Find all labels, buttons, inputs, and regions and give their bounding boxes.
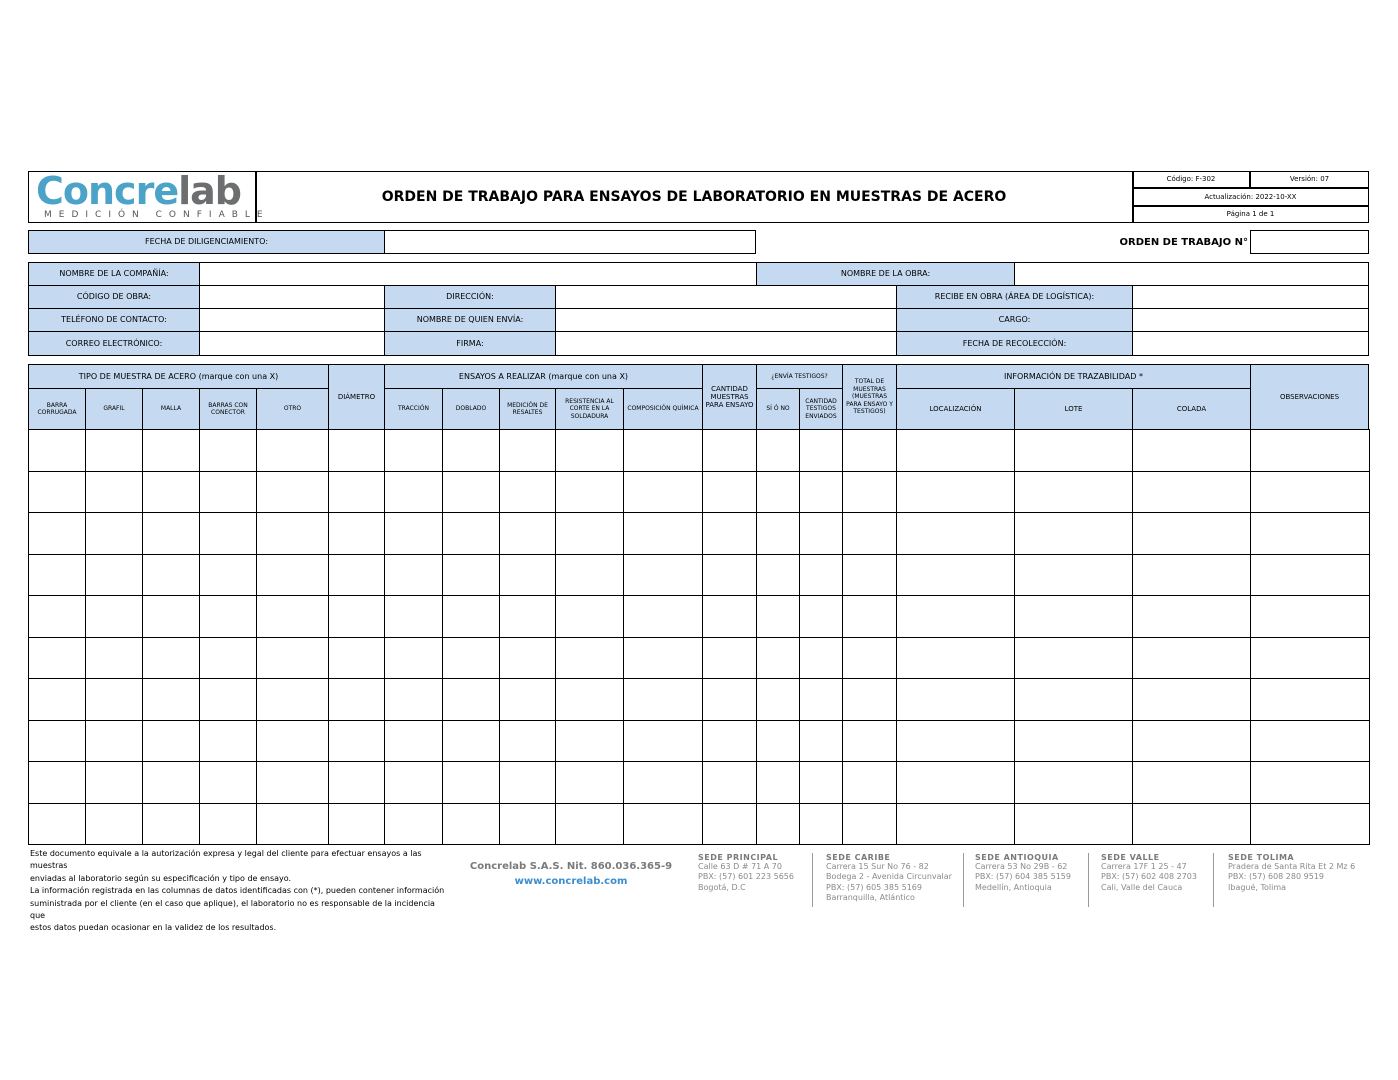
table-cell[interactable]	[28, 554, 86, 597]
table-cell[interactable]	[199, 471, 257, 514]
table-cell[interactable]	[142, 803, 200, 846]
table-cell[interactable]	[256, 595, 329, 638]
table-cell[interactable]	[1014, 761, 1133, 804]
tipo-muestra-header: TIPO DE MUESTRA DE ACERO (marque con una X)	[28, 364, 329, 389]
table-cell[interactable]	[328, 429, 385, 472]
table-cell[interactable]	[555, 429, 624, 472]
table-cell[interactable]	[499, 554, 556, 597]
col-si-no: SÍ Ó NO	[756, 388, 800, 430]
telefono-label: TELÉFONO DE CONTACTO:	[28, 308, 200, 332]
table-cell[interactable]	[799, 595, 843, 638]
table-cell[interactable]	[384, 554, 443, 597]
sede-line: Bogotá, D.C	[698, 882, 746, 892]
table-cell[interactable]	[896, 637, 1015, 680]
table-cell[interactable]	[1250, 595, 1370, 638]
table-cell[interactable]	[1250, 678, 1370, 721]
sede-name: SEDE TOLIMA	[1228, 853, 1295, 862]
table-cell[interactable]	[623, 595, 703, 638]
nombre-compania-field[interactable]	[199, 262, 757, 286]
sede-line: PBX: (57) 602 408 2703	[1101, 872, 1197, 882]
table-cell[interactable]	[623, 803, 703, 846]
col-resistencia-corte: RESISTENCIA AL CORTE EN LA SOLDADURA	[555, 388, 624, 430]
table-cell[interactable]	[756, 595, 800, 638]
table-cell[interactable]	[702, 595, 757, 638]
sede-line: PBX: (57) 608 280 9519	[1228, 872, 1324, 882]
table-cell[interactable]	[756, 512, 800, 555]
table-cell[interactable]	[499, 803, 556, 846]
col-traccion: TRACCIÓN	[384, 388, 443, 430]
table-cell[interactable]	[896, 761, 1015, 804]
nombre-envia-label: NOMBRE DE QUIEN ENVÍA:	[384, 308, 556, 332]
table-cell[interactable]	[1250, 471, 1370, 514]
table-cell[interactable]	[328, 637, 385, 680]
table-cell[interactable]	[702, 554, 757, 597]
col-localizacion: LOCALIZACIÓN	[896, 388, 1015, 430]
table-cell[interactable]	[28, 678, 86, 721]
table-cell[interactable]	[28, 429, 86, 472]
table-cell[interactable]	[85, 720, 143, 763]
table-cell[interactable]	[799, 637, 843, 680]
table-cell[interactable]	[799, 554, 843, 597]
footer-note-line: enviadas al laboratorio según su especificación y tipo de ensayo.	[30, 873, 292, 883]
table-cell[interactable]	[555, 761, 624, 804]
table-cell[interactable]	[842, 471, 897, 514]
table-cell[interactable]	[756, 554, 800, 597]
table-cell[interactable]	[442, 429, 500, 472]
table-cell[interactable]	[1250, 512, 1370, 555]
table-cell[interactable]	[28, 595, 86, 638]
table-cell[interactable]	[28, 761, 86, 804]
cargo-field[interactable]	[1132, 308, 1369, 332]
table-cell[interactable]	[199, 637, 257, 680]
codigo-obra-field[interactable]	[199, 285, 385, 309]
table-cell[interactable]	[1132, 720, 1251, 763]
footer-company: Concrelab S.A.S. Nit. 860.036.365-9	[469, 861, 673, 872]
table-cell[interactable]	[384, 637, 443, 680]
table-cell[interactable]	[756, 803, 800, 846]
firma-field[interactable]	[555, 331, 897, 356]
table-cell[interactable]	[1014, 512, 1133, 555]
table-cell[interactable]	[85, 678, 143, 721]
nombre-compania-label: NOMBRE DE LA COMPAÑÍA:	[28, 262, 200, 286]
table-cell[interactable]	[702, 720, 757, 763]
table-cell[interactable]	[384, 471, 443, 514]
table-cell[interactable]	[199, 554, 257, 597]
table-cell[interactable]	[842, 678, 897, 721]
table-cell[interactable]	[555, 512, 624, 555]
correo-field[interactable]	[199, 331, 385, 356]
cantidad-muestras-header: CANTIDAD MUESTRAS PARA ENSAYO	[702, 364, 757, 430]
direccion-label: DIRECCIÓN:	[384, 285, 556, 309]
table-cell[interactable]	[328, 595, 385, 638]
table-cell[interactable]	[1014, 720, 1133, 763]
table-cell[interactable]	[623, 429, 703, 472]
table-cell[interactable]	[442, 678, 500, 721]
table-cell[interactable]	[328, 471, 385, 514]
table-cell[interactable]	[384, 595, 443, 638]
table-cell[interactable]	[384, 803, 443, 846]
table-cell[interactable]	[256, 512, 329, 555]
sede-line: Medellín, Antioquia	[975, 882, 1052, 892]
sede-name: SEDE ANTIOQUIA	[975, 853, 1059, 862]
table-cell[interactable]	[499, 595, 556, 638]
table-cell[interactable]	[896, 803, 1015, 846]
table-cell[interactable]	[199, 720, 257, 763]
table-cell[interactable]	[1014, 637, 1133, 680]
table-cell[interactable]	[623, 471, 703, 514]
sede-line: PBX: (57) 605 385 5169	[826, 882, 922, 892]
ensayos-header: ENSAYOS A REALIZAR (marque con una X)	[384, 364, 703, 389]
table-cell[interactable]	[555, 471, 624, 514]
table-cell[interactable]	[896, 554, 1015, 597]
trazabilidad-header: INFORMACIÓN DE TRAZABILIDAD *	[896, 364, 1251, 389]
recibe-obra-label: RECIBE EN OBRA (ÁREA DE LOGÍSTICA):	[896, 285, 1133, 309]
table-cell[interactable]	[384, 761, 443, 804]
codigo-label: Código: F-302	[1132, 171, 1250, 188]
table-cell[interactable]	[328, 720, 385, 763]
table-cell[interactable]	[328, 554, 385, 597]
table-cell[interactable]	[499, 429, 556, 472]
fecha-diligenciamiento-field[interactable]	[384, 230, 756, 254]
table-cell[interactable]	[384, 678, 443, 721]
table-cell[interactable]	[623, 720, 703, 763]
sede-line: Carrera 53 No 29B - 62	[975, 862, 1068, 871]
table-cell[interactable]	[499, 512, 556, 555]
table-cell[interactable]	[555, 720, 624, 763]
table-cell[interactable]	[896, 471, 1015, 514]
table-cell[interactable]	[199, 803, 257, 846]
table-cell[interactable]	[142, 554, 200, 597]
cargo-label: CARGO:	[896, 308, 1133, 332]
table-cell[interactable]	[256, 554, 329, 597]
table-cell[interactable]	[1014, 429, 1133, 472]
table-cell[interactable]	[896, 595, 1015, 638]
sede-tolima	[1228, 853, 1368, 893]
table-cell[interactable]	[256, 720, 329, 763]
table-cell[interactable]	[256, 678, 329, 721]
table-cell[interactable]	[384, 512, 443, 555]
table-cell[interactable]	[1014, 678, 1133, 721]
sede-line: Cali, Valle del Cauca	[1101, 882, 1183, 892]
table-cell[interactable]	[85, 595, 143, 638]
table-cell[interactable]	[328, 678, 385, 721]
table-cell[interactable]	[442, 720, 500, 763]
table-cell[interactable]	[896, 512, 1015, 555]
table-cell[interactable]	[384, 429, 443, 472]
table-cell[interactable]	[142, 429, 200, 472]
table-cell[interactable]	[1014, 554, 1133, 597]
fecha-diligenciamiento-label: FECHA DE DILIGENCIAMIENTO:	[28, 230, 385, 254]
table-cell[interactable]	[799, 471, 843, 514]
table-cell[interactable]	[442, 637, 500, 680]
sede-line: Bodega 2 - Avenida Circunvalar	[826, 872, 952, 882]
sede-line: Carrera 15 Sur No 76 - 82	[826, 862, 929, 871]
sede-antioquia	[975, 853, 1085, 893]
table-cell[interactable]	[442, 554, 500, 597]
footer-note-line: suministrada por el cliente (en el caso que aplique), el laboratorio no es responsable de la incidencia que	[30, 898, 435, 920]
table-cell[interactable]	[756, 637, 800, 680]
nombre-obra-label: NOMBRE DE LA OBRA:	[756, 262, 1015, 286]
table-cell[interactable]	[142, 761, 200, 804]
table-cell[interactable]	[442, 512, 500, 555]
table-cell[interactable]	[799, 803, 843, 846]
table-cell[interactable]	[1132, 512, 1251, 555]
col-doblado: DOBLADO	[442, 388, 500, 430]
table-cell[interactable]	[842, 512, 897, 555]
sede-caribe	[826, 853, 961, 904]
table-cell[interactable]	[702, 803, 757, 846]
table-cell[interactable]	[28, 803, 86, 846]
table-cell[interactable]	[623, 678, 703, 721]
table-cell[interactable]	[256, 803, 329, 846]
table-cell[interactable]	[142, 637, 200, 680]
table-cell[interactable]	[842, 803, 897, 846]
table-cell[interactable]	[499, 471, 556, 514]
table-cell[interactable]	[896, 678, 1015, 721]
table-cell[interactable]	[623, 637, 703, 680]
table-cell[interactable]	[756, 678, 800, 721]
table-cell[interactable]	[256, 471, 329, 514]
sede-name: SEDE VALLE	[1101, 853, 1160, 862]
table-cell[interactable]	[756, 471, 800, 514]
col-grafil: GRAFIL	[85, 388, 143, 430]
table-cell[interactable]	[1250, 761, 1370, 804]
recibe-obra-field[interactable]	[1132, 285, 1369, 309]
table-cell[interactable]	[702, 761, 757, 804]
table-cell[interactable]	[702, 429, 757, 472]
total-muestras-header: TOTAL DE MUESTRAS (MUESTRAS PARA ENSAYO Y TESTIGOS)	[842, 364, 897, 430]
sede-separator	[1213, 853, 1214, 907]
table-cell[interactable]	[1014, 471, 1133, 514]
table-cell[interactable]	[555, 803, 624, 846]
table-cell[interactable]	[1014, 595, 1133, 638]
table-cell[interactable]	[256, 761, 329, 804]
table-cell[interactable]	[85, 512, 143, 555]
table-cell[interactable]	[1250, 554, 1370, 597]
table-cell[interactable]	[702, 678, 757, 721]
table-cell[interactable]	[256, 637, 329, 680]
sede-separator	[1088, 853, 1089, 907]
firma-label: FIRMA:	[384, 331, 556, 356]
table-cell[interactable]	[499, 720, 556, 763]
orden-trabajo-label: ORDEN DE TRABAJO N°	[1119, 236, 1248, 248]
table-cell[interactable]	[256, 429, 329, 472]
table-cell[interactable]	[555, 595, 624, 638]
sede-separator	[812, 853, 813, 907]
table-cell[interactable]	[555, 678, 624, 721]
table-cell[interactable]	[842, 720, 897, 763]
correo-label: CORREO ELECTRÓNICO:	[28, 331, 200, 356]
footer-notes	[30, 848, 450, 935]
table-cell[interactable]	[1014, 803, 1133, 846]
sede-name: SEDE CARIBE	[826, 853, 891, 862]
sede-name: SEDE PRINCIPAL	[698, 853, 779, 862]
sede-valle	[1101, 853, 1211, 893]
table-cell[interactable]	[623, 761, 703, 804]
table-cell[interactable]	[555, 554, 624, 597]
col-composicion-quimica: COMPOSICIÓN QUÍMICA	[623, 388, 703, 430]
table-cell[interactable]	[85, 554, 143, 597]
table-cell[interactable]	[142, 512, 200, 555]
orden-trabajo-field[interactable]	[1250, 230, 1369, 254]
table-cell[interactable]	[1132, 678, 1251, 721]
telefono-field[interactable]	[199, 308, 385, 332]
table-cell[interactable]	[1132, 803, 1251, 846]
table-cell[interactable]	[499, 637, 556, 680]
document-title: ORDEN DE TRABAJO PARA ENSAYOS DE LABORATORIO EN MUESTRAS DE ACERO	[381, 189, 1007, 205]
table-cell[interactable]	[756, 429, 800, 472]
table-cell[interactable]	[1132, 554, 1251, 597]
table-cell[interactable]	[799, 429, 843, 472]
table-cell[interactable]	[499, 678, 556, 721]
table-cell[interactable]	[499, 761, 556, 804]
nombre-obra-field[interactable]	[1014, 262, 1369, 286]
sede-line: Carrera 17F 1 25 - 47	[1101, 862, 1187, 871]
sede-line: Barranquilla, Atlántico	[826, 893, 915, 903]
table-cell[interactable]	[1132, 429, 1251, 472]
table-cell[interactable]	[328, 761, 385, 804]
table-cell[interactable]	[199, 678, 257, 721]
fecha-recoleccion-label: FECHA DE RECOLECCIÓN:	[896, 331, 1133, 356]
sede-line: PBX: (57) 604 385 5159	[975, 872, 1071, 882]
table-cell[interactable]	[142, 471, 200, 514]
col-lote: LOTE	[1014, 388, 1133, 430]
table-cell[interactable]	[442, 595, 500, 638]
footer-note-line: La información registrada en las columnas de datos identificadas con (*), pueden contener información	[30, 886, 445, 896]
table-cell[interactable]	[28, 471, 86, 514]
direccion-field[interactable]	[555, 285, 897, 309]
table-cell[interactable]	[842, 429, 897, 472]
table-cell[interactable]	[199, 512, 257, 555]
table-cell[interactable]	[1250, 720, 1370, 763]
table-cell[interactable]	[842, 595, 897, 638]
codigo-obra-label: CÓDIGO DE OBRA:	[28, 285, 200, 309]
sede-line: Pradera de Santa Rita Et 2 Mz 6	[1228, 862, 1356, 871]
table-cell[interactable]	[85, 471, 143, 514]
version-label: Versión: 07	[1250, 171, 1369, 188]
col-barra-corrugada: BARRA CORRUGADA	[28, 388, 86, 430]
table-cell[interactable]	[702, 512, 757, 555]
table-cell[interactable]	[896, 720, 1015, 763]
col-medicion-resaltes: MEDICIÓN DE RESALTES	[499, 388, 556, 430]
table-cell[interactable]	[702, 471, 757, 514]
table-cell[interactable]	[442, 761, 500, 804]
nombre-envia-field[interactable]	[555, 308, 897, 332]
table-cell[interactable]	[199, 595, 257, 638]
company-logo: Concrelab	[36, 169, 241, 213]
table-cell[interactable]	[142, 595, 200, 638]
actualizacion-label: Actualización: 2022-10-XX	[1132, 188, 1369, 206]
table-cell[interactable]	[756, 720, 800, 763]
table-cell[interactable]	[328, 803, 385, 846]
table-cell[interactable]	[842, 554, 897, 597]
footer-note-line: Este documento equivale a la autorización expresa y legal del cliente para efectuar ensayos a las muestras	[30, 849, 422, 871]
sede-separator	[963, 853, 964, 907]
table-cell[interactable]	[623, 554, 703, 597]
table-cell[interactable]	[85, 429, 143, 472]
pagina-label: Página 1 de 1	[1132, 206, 1369, 223]
footer-note-line: estos datos puedan ocasionar en la validez de los resultados.	[30, 923, 277, 933]
table-cell[interactable]	[85, 761, 143, 804]
table-cell[interactable]	[142, 678, 200, 721]
logo-tagline: MEDICIÓN CONFIABLE	[44, 210, 270, 220]
table-cell[interactable]	[1250, 429, 1370, 472]
table-cell[interactable]	[555, 637, 624, 680]
col-otro: OTRO	[256, 388, 329, 430]
table-cell[interactable]	[799, 761, 843, 804]
table-cell[interactable]	[328, 512, 385, 555]
table-cell[interactable]	[199, 429, 257, 472]
table-cell[interactable]	[1250, 803, 1370, 846]
table-cell[interactable]	[1132, 637, 1251, 680]
fecha-recoleccion-field[interactable]	[1132, 331, 1369, 356]
table-cell[interactable]	[442, 471, 500, 514]
sede-line: PBX: (57) 601 223 5656	[698, 872, 794, 882]
table-cell[interactable]	[28, 720, 86, 763]
col-cantidad-testigos: CANTIDAD TESTIGOS ENVIADOS	[799, 388, 843, 430]
table-cell[interactable]	[1132, 761, 1251, 804]
col-barras-conector: BARRAS CON CONECTOR	[199, 388, 257, 430]
table-cell[interactable]	[442, 803, 500, 846]
sede-line: Ibagué, Tolima	[1228, 882, 1287, 892]
diametro-header: DIÁMETRO	[328, 364, 385, 430]
table-cell[interactable]	[799, 512, 843, 555]
table-cell[interactable]	[85, 637, 143, 680]
table-cell[interactable]	[799, 720, 843, 763]
table-cell[interactable]	[384, 720, 443, 763]
sede-principal	[698, 853, 808, 893]
table-cell[interactable]	[756, 761, 800, 804]
table-cell[interactable]	[142, 720, 200, 763]
table-cell[interactable]	[799, 678, 843, 721]
table-cell[interactable]	[28, 637, 86, 680]
table-cell[interactable]	[623, 512, 703, 555]
table-cell[interactable]	[1132, 595, 1251, 638]
table-cell[interactable]	[702, 637, 757, 680]
table-cell[interactable]	[896, 429, 1015, 472]
envia-testigos-header: ¿ENVÍA TESTIGOS?	[756, 364, 843, 389]
table-cell[interactable]	[1250, 637, 1370, 680]
sede-line: Calle 63 D # 71 A 70	[698, 862, 782, 871]
col-colada: COLADA	[1132, 388, 1251, 430]
table-cell[interactable]	[842, 761, 897, 804]
footer-website[interactable]: www.concrelab.com	[514, 876, 628, 887]
table-cell[interactable]	[842, 637, 897, 680]
table-cell[interactable]	[1132, 471, 1251, 514]
col-malla: MALLA	[142, 388, 200, 430]
table-cell[interactable]	[28, 512, 86, 555]
table-cell[interactable]	[85, 803, 143, 846]
table-cell[interactable]	[199, 761, 257, 804]
observaciones-header: OBSERVACIONES	[1250, 364, 1369, 430]
